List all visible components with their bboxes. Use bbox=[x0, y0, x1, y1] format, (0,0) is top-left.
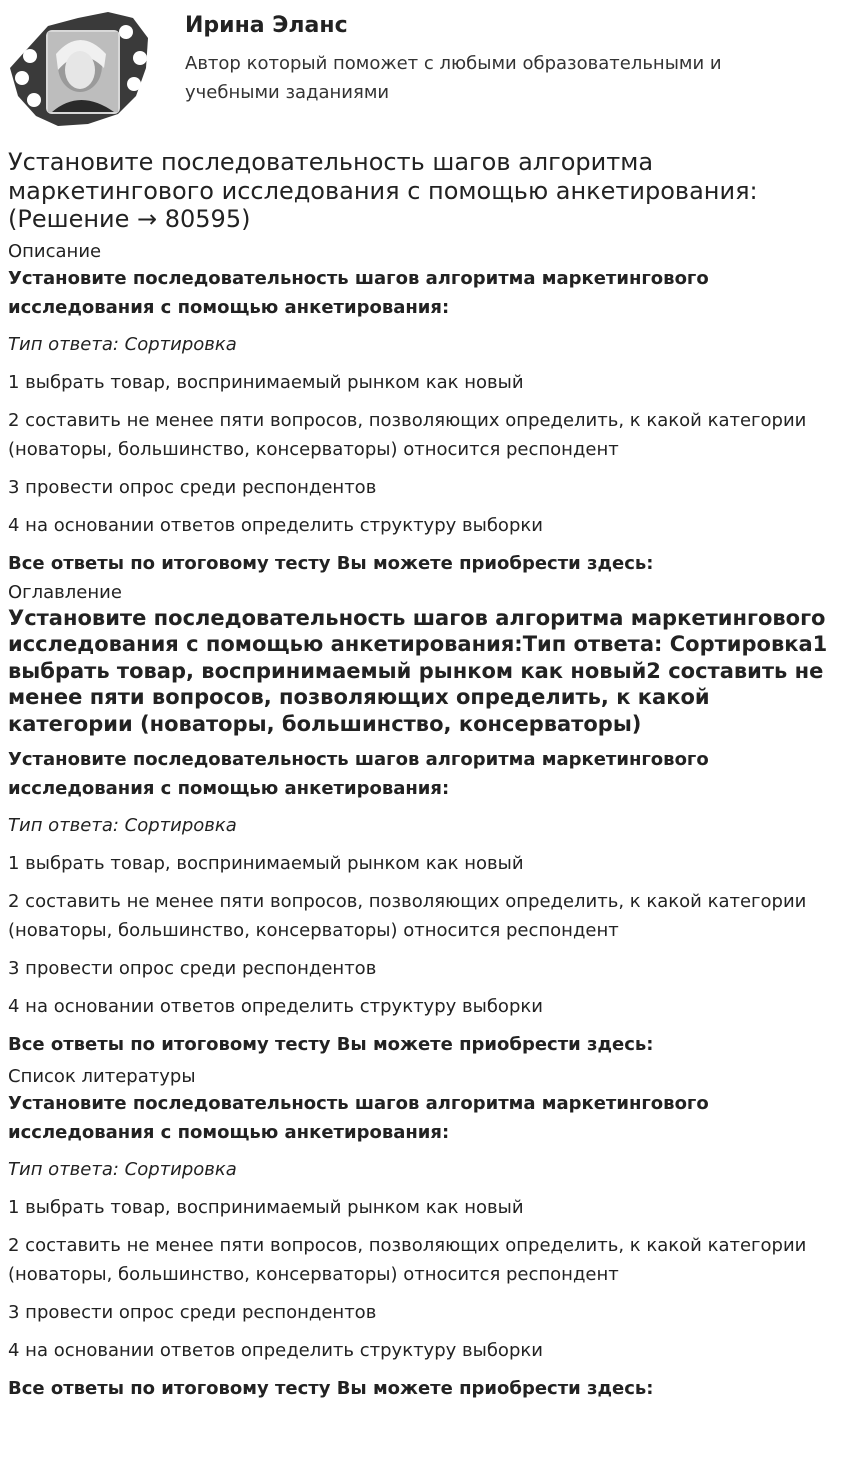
description-section bbox=[8, 264, 838, 578]
list-item: 3 провести опрос среди респондентов bbox=[8, 958, 377, 979]
purchase-note: Все ответы по итоговому тесту Вы можете приобрести здесь: bbox=[8, 1034, 654, 1055]
list-item: 4 на основании ответов определить структуру выборки bbox=[8, 996, 543, 1017]
list-item: 2 составить не менее пяти вопросов, позволяющих определить, к какой категории (новаторы, большинство, консерваторы) относится респондент bbox=[8, 1235, 807, 1285]
question-text: Установите последовательность шагов алгоритма маркетингового исследования с помощью анкетирования: bbox=[8, 749, 709, 799]
question-text: Установите последовательность шагов алгоритма маркетингового исследования с помощью анкетирования: bbox=[8, 267, 709, 318]
answer-type: Тип ответа: Сортировка bbox=[8, 815, 237, 836]
list-item: 2 составить не менее пяти вопросов, позволяющих определить, к какой категории (новаторы, большинство, консерваторы) относится респондент bbox=[8, 409, 807, 460]
page-title: Установите последовательность шагов алгоритма маркетингового исследования с помощью анкетирования: (Решение → 80595) bbox=[8, 148, 758, 233]
list-item: 4 на основании ответов определить структуру выборки bbox=[8, 1340, 543, 1361]
list-item: 1 выбрать товар, воспринимаемый рынком как новый bbox=[8, 1197, 524, 1218]
answer-type: Тип ответа: Сортировка bbox=[8, 333, 237, 355]
list-item: 4 на основании ответов определить структуру выборки bbox=[8, 514, 543, 536]
list-item: 3 провести опрос среди респондентов bbox=[8, 1302, 377, 1323]
purchase-note: Все ответы по итоговому тесту Вы можете приобрести здесь: bbox=[8, 1378, 654, 1399]
author-name[interactable]: Ирина Эланс bbox=[185, 13, 348, 38]
page bbox=[8, 0, 838, 1403]
question-text: Установите последовательность шагов алгоритма маркетингового исследования с помощью анкетирования: bbox=[8, 1093, 709, 1143]
author-description: Автор который поможет с любыми образовательными и учебными заданиями bbox=[185, 53, 722, 103]
literature-section bbox=[8, 1089, 838, 1403]
list-item: 2 составить не менее пяти вопросов, позволяющих определить, к какой категории (новаторы, большинство, консерваторы) относится респондент bbox=[8, 891, 807, 941]
portrait bbox=[48, 32, 118, 112]
list-item: 1 выбрать товар, воспринимаемый рынком как новый bbox=[8, 853, 524, 874]
toc-heading: Установите последовательность шагов алгоритма маркетингового исследования с помощью анкетирования:Тип ответа: Сортировка1 выбрать товар, воспринимаемый рынком как новый2 составить не менее пяти вопросов, позволяющих определить, к какой категории (новаторы, большинство, консерваторы) bbox=[8, 605, 828, 736]
description-label: Описание bbox=[8, 240, 102, 262]
literature-label: Список литературы bbox=[8, 1066, 196, 1087]
list-item: 3 провести опрос среди респондентов bbox=[8, 476, 377, 498]
toc-section bbox=[8, 605, 838, 1060]
answer-type: Тип ответа: Сортировка bbox=[8, 1159, 237, 1180]
purchase-note: Все ответы по итоговому тесту Вы можете приобрести здесь: bbox=[8, 552, 654, 574]
list-item: 1 выбрать товар, воспринимаемый рынком как новый bbox=[8, 371, 524, 393]
toc-label: Оглавление bbox=[8, 581, 122, 603]
author-avatar bbox=[8, 8, 153, 128]
author-block bbox=[8, 0, 838, 130]
